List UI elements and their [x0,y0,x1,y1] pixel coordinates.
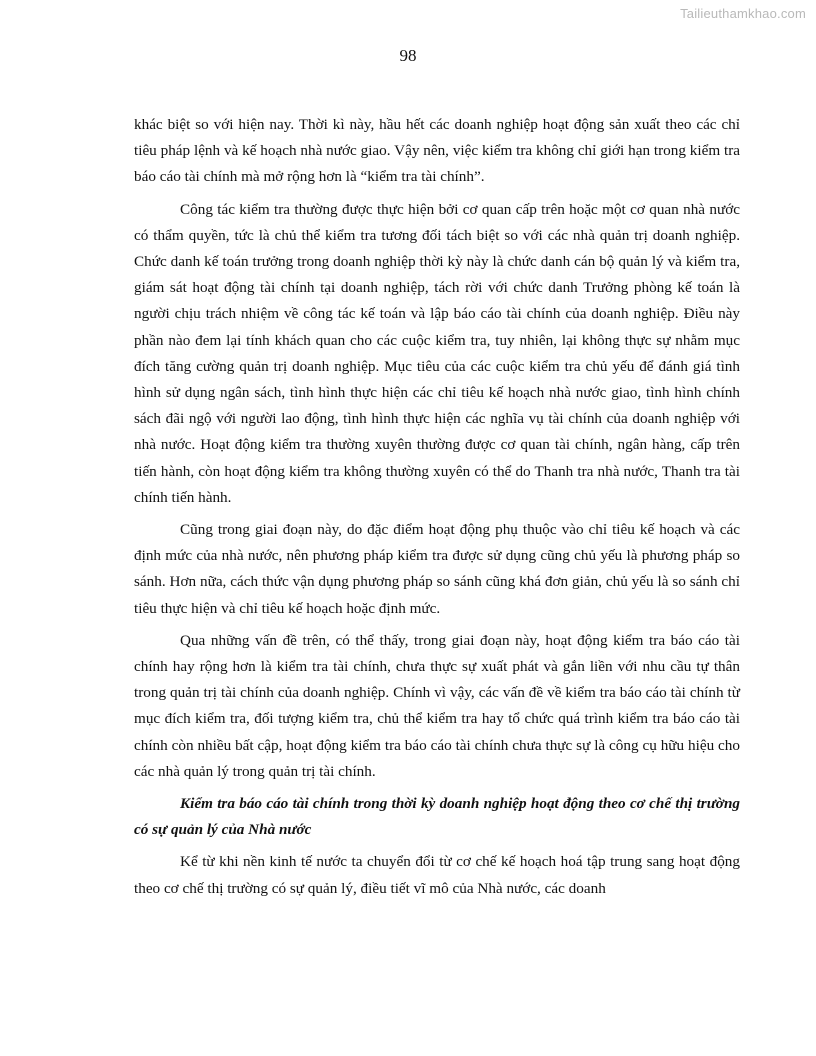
paragraph: Kể từ khi nền kinh tế nước ta chuyển đổi từ cơ chế kế hoạch hoá tập trung sang hoạt động theo cơ chế thị trường có sự quản lý, điều tiết vĩ mô của Nhà nước, các doanh [134,853,740,897]
document-body [134,112,740,908]
section-heading: Kiểm tra báo cáo tài chính trong thời kỳ doanh nghiệp hoạt động theo cơ chế thị trường có sự quản lý của Nhà nước [134,795,740,839]
paragraph: Công tác kiểm tra thường được thực hiện bởi cơ quan cấp trên hoặc một cơ quan nhà nước có thẩm quyền, tức là chủ thể kiểm tra tương đối tách biệt so với các nhà quản trị doanh nghiệp. Chức danh kế toán trưởng trong doanh nghiệp thời kỳ này là chức danh cán bộ quản lý và kiểm tra, giám sát hoạt động tài chính tại doanh nghiệp, tách rời với chức danh Trưởng phòng kế toán là người chịu trách nhiệm về công tác kế toán và lập báo cáo tài chính của doanh nghiệp. Điều này phần nào đem lại tính khách quan cho các cuộc kiểm tra, tuy nhiên, lại không thực sự nhằm mục đích tăng cường quản trị doanh nghiệp. Mục tiêu của các cuộc kiểm tra chủ yếu để đánh giá tình hình sử dụng ngân sách, tình hình thực hiện các chỉ tiêu kế hoạch nhà nước giao, tình hình chính sách đãi ngộ với người lao động, tình hình thực hiện các nghĩa vụ tài chính của doanh nghiệp với nhà nước. Hoạt động kiểm tra thường xuyên thường được cơ quan tài chính, ngân hàng, cấp trên tiến hành, còn hoạt động kiểm tra không thường xuyên có thể do Thanh tra nhà nước, Thanh tra tài chính tiến hành. [134,200,740,506]
paragraph: khác biệt so với hiện nay. Thời kì này, hầu hết các doanh nghiệp hoạt động sản xuất theo các chỉ tiêu pháp lệnh và kế hoạch nhà nước giao. Vậy nên, việc kiểm tra không chỉ giới hạn trong kiểm tra báo cáo tài chính mà mở rộng hơn là “kiểm tra tài chính”. [134,116,740,186]
paragraph: Cũng trong giai đoạn này, do đặc điểm hoạt động phụ thuộc vào chỉ tiêu kế hoạch và các định mức của nhà nước, nên phương pháp kiểm tra được sử dụng cũng chủ yếu là phương pháp so sánh. Hơn nữa, cách thức vận dụng phương pháp so sánh cũng khá đơn giản, chủ yếu là so sánh chỉ tiêu thực hiện và chỉ tiêu kế hoạch hoặc định mức. [134,521,740,617]
watermark: Tailieuthamkhao.com [680,6,806,21]
page-number: 98 [399,46,417,65]
paragraph: Qua những vấn đề trên, có thể thấy, trong giai đoạn này, hoạt động kiểm tra báo cáo tài chính hay rộng hơn là kiểm tra tài chính, chưa thực sự xuất phát và gắn liền với nhu cầu tự thân trong quản trị tài chính của doanh nghiệp. Chính vì vậy, các vấn đề về kiểm tra báo cáo tài chính từ mục đích kiểm tra, đối tượng kiểm tra, chủ thể kiểm tra hay tổ chức quá trình kiểm tra báo cáo tài chính còn nhiều bất cập, hoạt động kiểm tra báo cáo tài chính chưa thực sự là công cụ hữu hiệu cho các nhà quản lý trong quản trị tài chính. [134,631,740,780]
